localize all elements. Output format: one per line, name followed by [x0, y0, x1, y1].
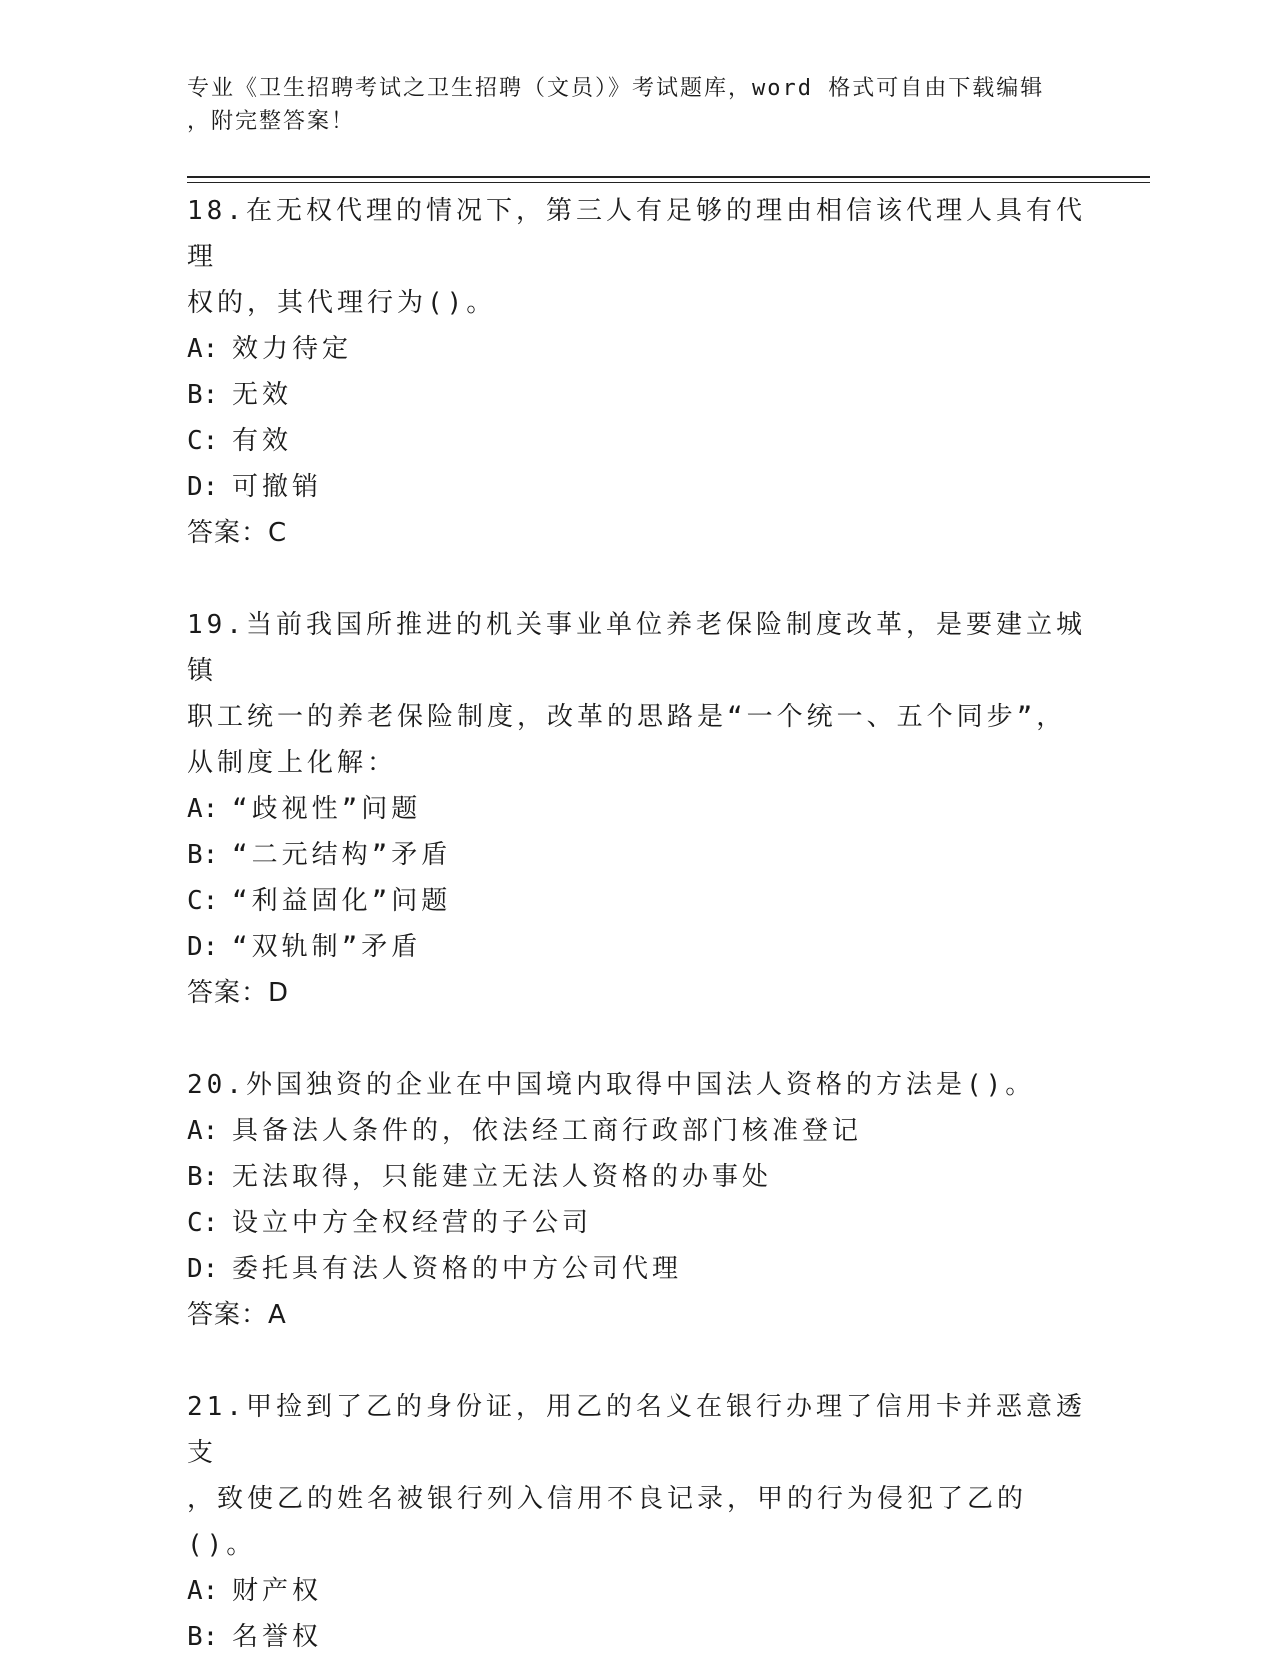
- question-text-line: 21.甲捡到了乙的身份证，用乙的名义在银行办理了信用卡并恶意透支: [187, 1392, 1086, 1468]
- option-text: 有效: [232, 426, 293, 456]
- answer-option: [187, 832, 1087, 878]
- answer-option: [187, 786, 1087, 832]
- header-line-1: 专业《卫生招聘考试之卫生招聘（文员）》考试题库，word 格式可自由下载编辑: [187, 76, 1045, 101]
- header-divider-thin: [187, 182, 1150, 183]
- question-block: [187, 1384, 1087, 1660]
- question-text-line: 从制度上化解：: [187, 748, 398, 778]
- option-label: D:: [187, 1254, 219, 1284]
- option-text: 效力待定: [232, 334, 353, 364]
- option-label: B:: [187, 1162, 219, 1192]
- option-label: A:: [187, 334, 219, 364]
- option-label: C:: [187, 1208, 219, 1238]
- header-divider-thick: [187, 176, 1150, 178]
- option-text: 财产权: [232, 1576, 323, 1606]
- question-block: [187, 602, 1087, 1016]
- answer-option: [187, 1200, 1087, 1246]
- option-text: 无效: [232, 380, 293, 410]
- question-spacer: [187, 1338, 1087, 1384]
- question-text-line: 19.当前我国所推进的机关事业单位养老保险制度改革，是要建立城镇: [187, 610, 1086, 686]
- option-text: “歧视性”问题: [232, 794, 422, 824]
- answer-option: [187, 1246, 1087, 1292]
- question-text-line: 职工统一的养老保险制度，改革的思路是“一个统一、五个同步”，: [187, 702, 1067, 732]
- option-text: 可撤销: [232, 472, 323, 502]
- option-text: “利益固化”问题: [232, 886, 452, 916]
- option-label: A:: [187, 794, 219, 824]
- answer-option: [187, 326, 1087, 372]
- option-text: “二元结构”矛盾: [232, 840, 452, 870]
- answer-option: [187, 372, 1087, 418]
- question-text-line: 18.在无权代理的情况下，第三人有足够的理由相信该代理人具有代理: [187, 196, 1086, 272]
- option-label: B:: [187, 1622, 219, 1652]
- question-spacer: [187, 556, 1087, 602]
- option-label: D:: [187, 932, 219, 962]
- option-label: B:: [187, 380, 219, 410]
- option-label: A:: [187, 1576, 219, 1606]
- header-line-2: ，附完整答案！: [187, 109, 356, 134]
- option-text: “双轨制”矛盾: [232, 932, 422, 962]
- question-spacer: [187, 1016, 1087, 1062]
- question-block: [187, 188, 1087, 556]
- question-block: [187, 1062, 1087, 1338]
- option-text: 无法取得，只能建立无法人资格的办事处: [232, 1162, 773, 1192]
- answer-option: [187, 1108, 1087, 1154]
- option-label: D:: [187, 472, 219, 502]
- option-label: B:: [187, 840, 219, 870]
- option-text: 设立中方全权经营的子公司: [232, 1208, 593, 1238]
- document-header: [187, 72, 1077, 138]
- answer-key: 答案：A: [187, 1300, 287, 1330]
- answer-option: [187, 924, 1087, 970]
- answer-option: [187, 1154, 1087, 1200]
- answer-option: [187, 1614, 1087, 1660]
- option-text: 名誉权: [232, 1622, 323, 1652]
- question-text-line: 权的，其代理行为()。: [187, 288, 497, 318]
- question-text-line: 20.外国独资的企业在中国境内取得中国法人资格的方法是()。: [187, 1070, 1036, 1100]
- answer-option: [187, 418, 1087, 464]
- option-text: 委托具有法人资格的中方公司代理: [232, 1254, 683, 1284]
- answer-option: [187, 878, 1087, 924]
- answer-option: [187, 1568, 1087, 1614]
- answer-key: 答案：C: [187, 518, 288, 548]
- option-label: C:: [187, 886, 219, 916]
- question-text-line: ，致使乙的姓名被银行列入信用不良记录，甲的行为侵犯了乙的()。: [187, 1484, 1028, 1560]
- question-list: [187, 188, 1087, 1660]
- option-label: A:: [187, 1116, 219, 1146]
- answer-key: 答案：D: [187, 978, 290, 1008]
- option-label: C:: [187, 426, 219, 456]
- option-text: 具备法人条件的，依法经工商行政部门核准登记: [232, 1116, 863, 1146]
- answer-option: [187, 464, 1087, 510]
